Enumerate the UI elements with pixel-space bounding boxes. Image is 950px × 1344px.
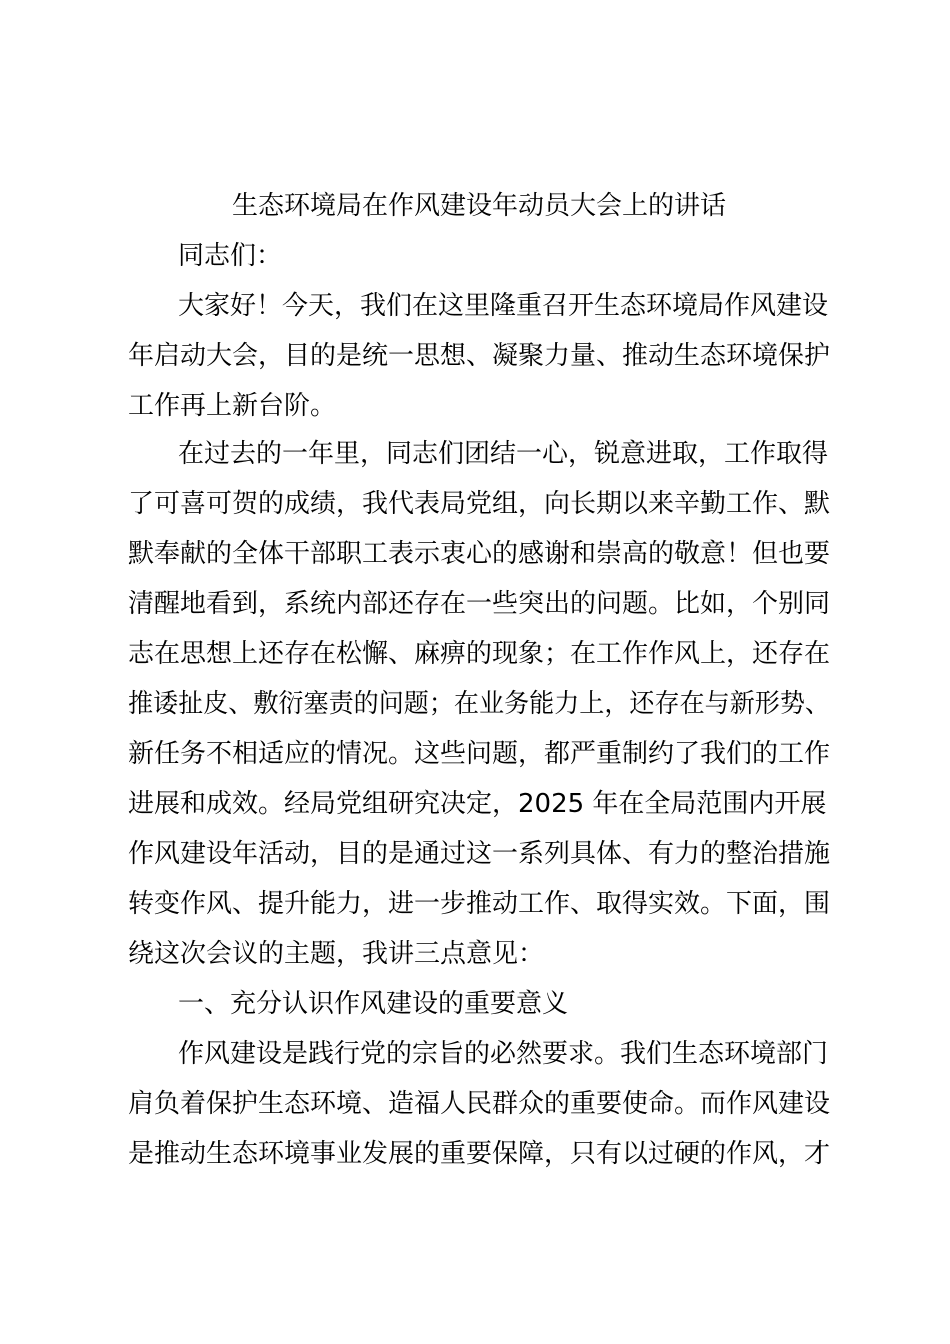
body-line: 志在思想上还存在松懈、麻痹的现象；在工作作风上，还存在 <box>128 639 831 669</box>
section-heading: 一、充分认识作风建设的重要意义 <box>178 989 569 1019</box>
body-line: 是推动生态环境事业发展的重要保障，只有以过硬的作风，才 <box>128 1139 831 1169</box>
body-line: 清醒地看到，系统内部还存在一些突出的问题。比如，个别同 <box>128 589 831 619</box>
body-line: 转变作风、提升能力，进一步推动工作、取得实效。下面，围 <box>128 889 831 919</box>
body-line: 默奉献的全体干部职工表示衷心的感谢和崇高的敬意！但也要 <box>128 539 831 569</box>
document-title: 生态环境局在作风建设年动员大会上的讲话 <box>231 191 726 221</box>
body-line: 年启动大会，目的是统一思想、凝聚力量、推动生态环境保护 <box>128 341 831 371</box>
body-line: 肩负着保护生态环境、造福人民群众的重要使命。而作风建设 <box>128 1089 831 1119</box>
body-line: 作风建设年活动，目的是通过这一系列具体、有力的整治措施 <box>128 839 831 869</box>
body-line: 进展和成效。经局党组研究决定，2025 年在全局范围内开展 <box>128 789 827 819</box>
salutation-line: 同志们： <box>178 241 283 271</box>
body-line: 工作再上新台阶。 <box>128 391 337 421</box>
body-line: 在过去的一年里，同志们团结一心，锐意进取，工作取得 <box>178 439 829 469</box>
body-line: 作风建设是践行党的宗旨的必然要求。我们生态环境部门 <box>178 1039 829 1069</box>
body-line: 了可喜可贺的成绩，我代表局党组，向长期以来辛勤工作、默 <box>128 489 831 519</box>
body-line: 大家好！今天，我们在这里隆重召开生态环境局作风建设 <box>178 291 829 321</box>
body-line: 新任务不相适应的情况。这些问题，都严重制约了我们的工作 <box>128 739 831 769</box>
body-line: 推诿扯皮、敷衍塞责的问题；在业务能力上，还存在与新形势、 <box>128 689 831 719</box>
body-line: 绕这次会议的主题，我讲三点意见： <box>128 939 545 969</box>
